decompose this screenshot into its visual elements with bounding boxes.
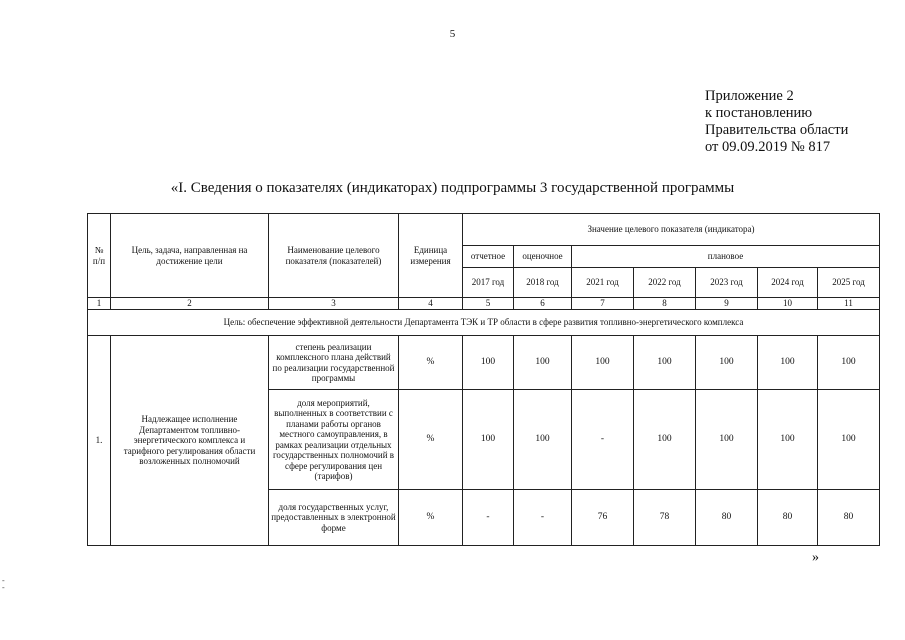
column-number: 5 xyxy=(463,298,514,310)
appendix-line: к постановлению xyxy=(705,105,813,121)
indicator-unit: % xyxy=(399,390,463,490)
indicator-value: - xyxy=(463,490,514,546)
header-planned: плановое xyxy=(572,246,880,268)
indicator-value: 100 xyxy=(696,390,758,490)
indicator-unit: % xyxy=(399,336,463,390)
header-year: 2025 год xyxy=(818,268,880,298)
header-year: 2023 год xyxy=(696,268,758,298)
indicator-value: 100 xyxy=(818,390,880,490)
column-number: 4 xyxy=(399,298,463,310)
column-number: 6 xyxy=(514,298,572,310)
closing-quote-mark: » xyxy=(812,550,819,565)
indicator-value: 100 xyxy=(758,390,818,490)
indicators-table xyxy=(87,213,880,546)
indicator-value: - xyxy=(514,490,572,546)
indicator-value: 78 xyxy=(634,490,696,546)
column-number: 3 xyxy=(269,298,399,310)
indicator-name: степень реализации комплексного плана действий по реализации государственной программы xyxy=(269,336,399,390)
scan-edge-marks: - - xyxy=(2,576,5,592)
header-goal: Цель, задача, направленная на достижение цели xyxy=(111,214,269,298)
document-title: «I. Сведения о показателях (индикаторах) подпрограммы 3 государственной программы xyxy=(170,180,735,196)
column-number: 7 xyxy=(572,298,634,310)
column-number: 9 xyxy=(696,298,758,310)
column-number: 10 xyxy=(758,298,818,310)
header-year: 2017 год xyxy=(463,268,514,298)
appendix-block xyxy=(705,88,848,156)
goal-row: Цель: обеспечение эффективной деятельности Департамента ТЭК и ТР области в сфере развития топливно-энергетического комплекса xyxy=(88,310,880,336)
indicator-value: 80 xyxy=(758,490,818,546)
column-number: 1 xyxy=(88,298,111,310)
header-reported: отчетное xyxy=(463,246,514,268)
indicator-value: 100 xyxy=(463,390,514,490)
indicator-value: 100 xyxy=(463,336,514,390)
indicator-value: 100 xyxy=(818,336,880,390)
indicator-value: - xyxy=(572,390,634,490)
indicator-unit: % xyxy=(399,490,463,546)
indicator-name: доля мероприятий, выполненных в соответствии с планами работы органов местного самоуправления, в рамках реализации отдельных государственных полномочий в сфере регулирования цен (тарифов) xyxy=(269,390,399,490)
indicator-name: доля государственных услуг, предоставленных в электронной форме xyxy=(269,490,399,546)
indicator-value: 80 xyxy=(818,490,880,546)
header-year: 2018 год xyxy=(514,268,572,298)
column-number: 11 xyxy=(818,298,880,310)
indicator-value: 100 xyxy=(572,336,634,390)
indicator-value: 100 xyxy=(758,336,818,390)
indicator-value: 76 xyxy=(572,490,634,546)
header-unit: Единица измерения xyxy=(399,214,463,298)
indicator-value: 100 xyxy=(514,390,572,490)
column-number-row xyxy=(88,298,880,310)
header-year: 2021 год xyxy=(572,268,634,298)
table-row xyxy=(88,336,880,390)
header-year: 2024 год xyxy=(758,268,818,298)
column-number: 2 xyxy=(111,298,269,310)
indicator-value: 100 xyxy=(514,336,572,390)
header-num: № п/п xyxy=(88,214,111,298)
page-number: 5 xyxy=(449,28,456,40)
task-text: Надлежащее исполнение Департаментом топливно-энергетического комплекса и тарифного регулирования области возложенных полномочий xyxy=(111,336,269,546)
appendix-line: Приложение 2 xyxy=(705,88,794,104)
indicator-value: 80 xyxy=(696,490,758,546)
task-number: 1. xyxy=(88,336,111,546)
header-value-group: Значение целевого показателя (индикатора) xyxy=(463,214,880,246)
header-estimated: оценочное xyxy=(514,246,572,268)
indicator-value: 100 xyxy=(696,336,758,390)
indicator-value: 100 xyxy=(634,336,696,390)
appendix-line: от 09.09.2019 № 817 xyxy=(705,139,831,155)
indicator-value: 100 xyxy=(634,390,696,490)
header-indicator-name: Наименование целевого показателя (показателей) xyxy=(269,214,399,298)
header-year: 2022 год xyxy=(634,268,696,298)
column-number: 8 xyxy=(634,298,696,310)
appendix-line: Правительства области xyxy=(705,122,849,138)
